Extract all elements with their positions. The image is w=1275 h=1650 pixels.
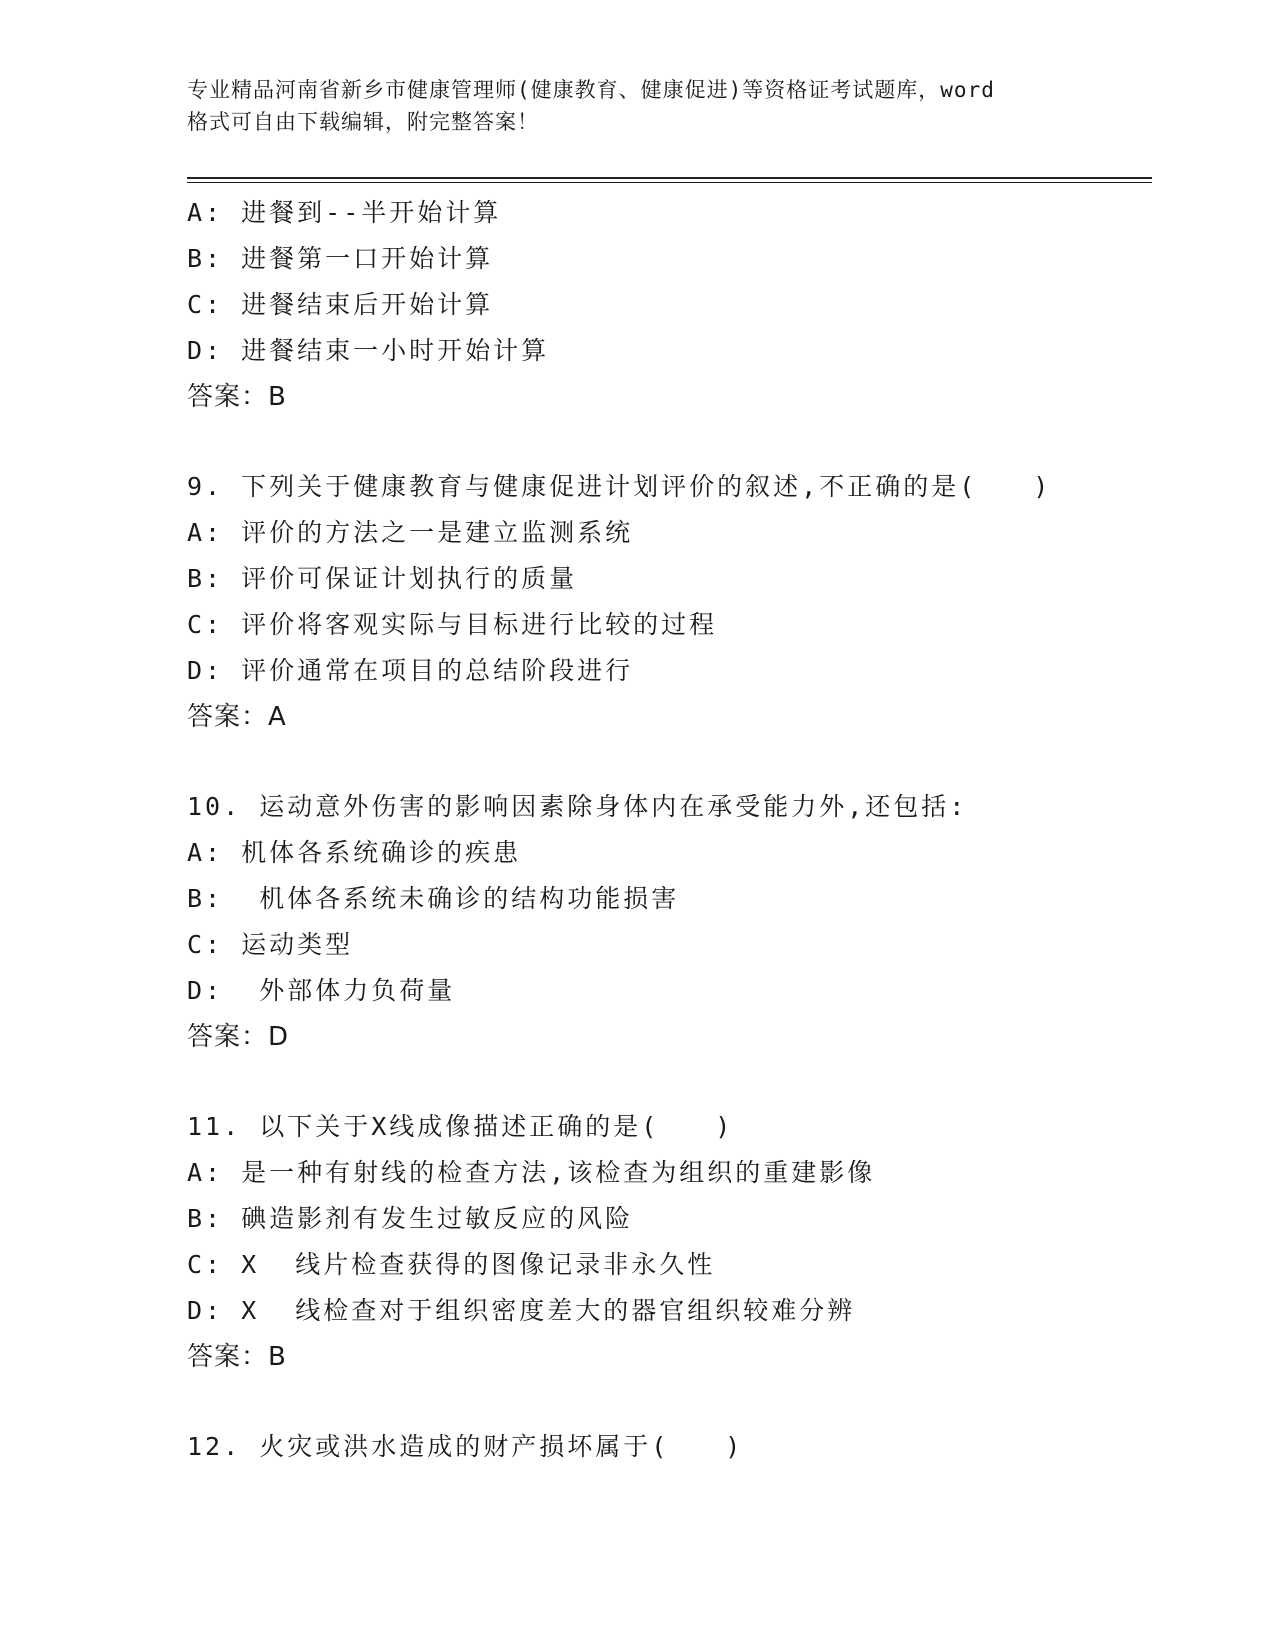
question-stem: 9. 下列关于健康教育与健康促进计划评价的叙述,不正确的是( ) bbox=[187, 472, 1052, 501]
option-a: A: 评价的方法之一是建立监测系统 bbox=[187, 518, 634, 547]
question-11 bbox=[187, 1104, 1152, 1380]
question-9 bbox=[187, 464, 1152, 740]
option-c: C: X 线片检查获得的图像记录非永久性 bbox=[187, 1250, 716, 1279]
option-d: D: X 线检查对于组织密度差大的器官组织较难分辨 bbox=[187, 1296, 856, 1325]
option-a: A: 是一种有射线的检查方法,该检查为组织的重建影像 bbox=[187, 1158, 876, 1187]
option-c: C: 进餐结束后开始计算 bbox=[187, 290, 494, 319]
header-line-2: 格式可自由下载编辑，附完整答案！ bbox=[187, 110, 539, 134]
option-b: B: 评价可保证计划执行的质量 bbox=[187, 564, 578, 593]
option-d: D: 评价通常在项目的总结阶段进行 bbox=[187, 656, 634, 685]
option-b: B: 碘造影剂有发生过敏反应的风险 bbox=[187, 1204, 634, 1233]
option-c: C: 评价将客观实际与目标进行比较的过程 bbox=[187, 610, 718, 639]
option-c: C: 运动类型 bbox=[187, 930, 354, 959]
question-12 bbox=[187, 1424, 1152, 1470]
answer-line: 答案：D bbox=[187, 1022, 290, 1052]
question-stem: 11. 以下关于X线成像描述正确的是( ) bbox=[187, 1112, 734, 1141]
option-d: D: 进餐结束一小时开始计算 bbox=[187, 336, 550, 365]
header-line-1: 专业精品河南省新乡市健康管理师(健康教育、健康促进)等资格证考试题库，word bbox=[187, 78, 995, 102]
question-8 bbox=[187, 190, 1152, 420]
question-stem: 10. 运动意外伤害的影响因素除身体内在承受能力外,还包括: bbox=[187, 792, 968, 821]
spacer bbox=[187, 420, 1152, 464]
option-b: B: 进餐第一口开始计算 bbox=[187, 244, 494, 273]
answer-line: 答案：A bbox=[187, 702, 287, 732]
option-b: B: 机体各系统未确诊的结构功能损害 bbox=[187, 884, 680, 913]
header-rule-thin bbox=[187, 182, 1152, 183]
document-header bbox=[187, 74, 1107, 138]
question-stem: 12. 火灾或洪水造成的财产损坏属于( ) bbox=[187, 1432, 744, 1461]
answer-line: 答案：B bbox=[187, 1342, 287, 1372]
option-d: D: 外部体力负荷量 bbox=[187, 976, 456, 1005]
header-rule-thick bbox=[187, 177, 1152, 179]
spacer bbox=[187, 1060, 1152, 1104]
question-list bbox=[187, 190, 1152, 1470]
spacer bbox=[187, 740, 1152, 784]
option-a: A: 机体各系统确诊的疾患 bbox=[187, 838, 522, 867]
option-a: A: 进餐到--半开始计算 bbox=[187, 198, 502, 227]
spacer bbox=[187, 1380, 1152, 1424]
question-10 bbox=[187, 784, 1152, 1060]
answer-line: 答案：B bbox=[187, 382, 287, 412]
